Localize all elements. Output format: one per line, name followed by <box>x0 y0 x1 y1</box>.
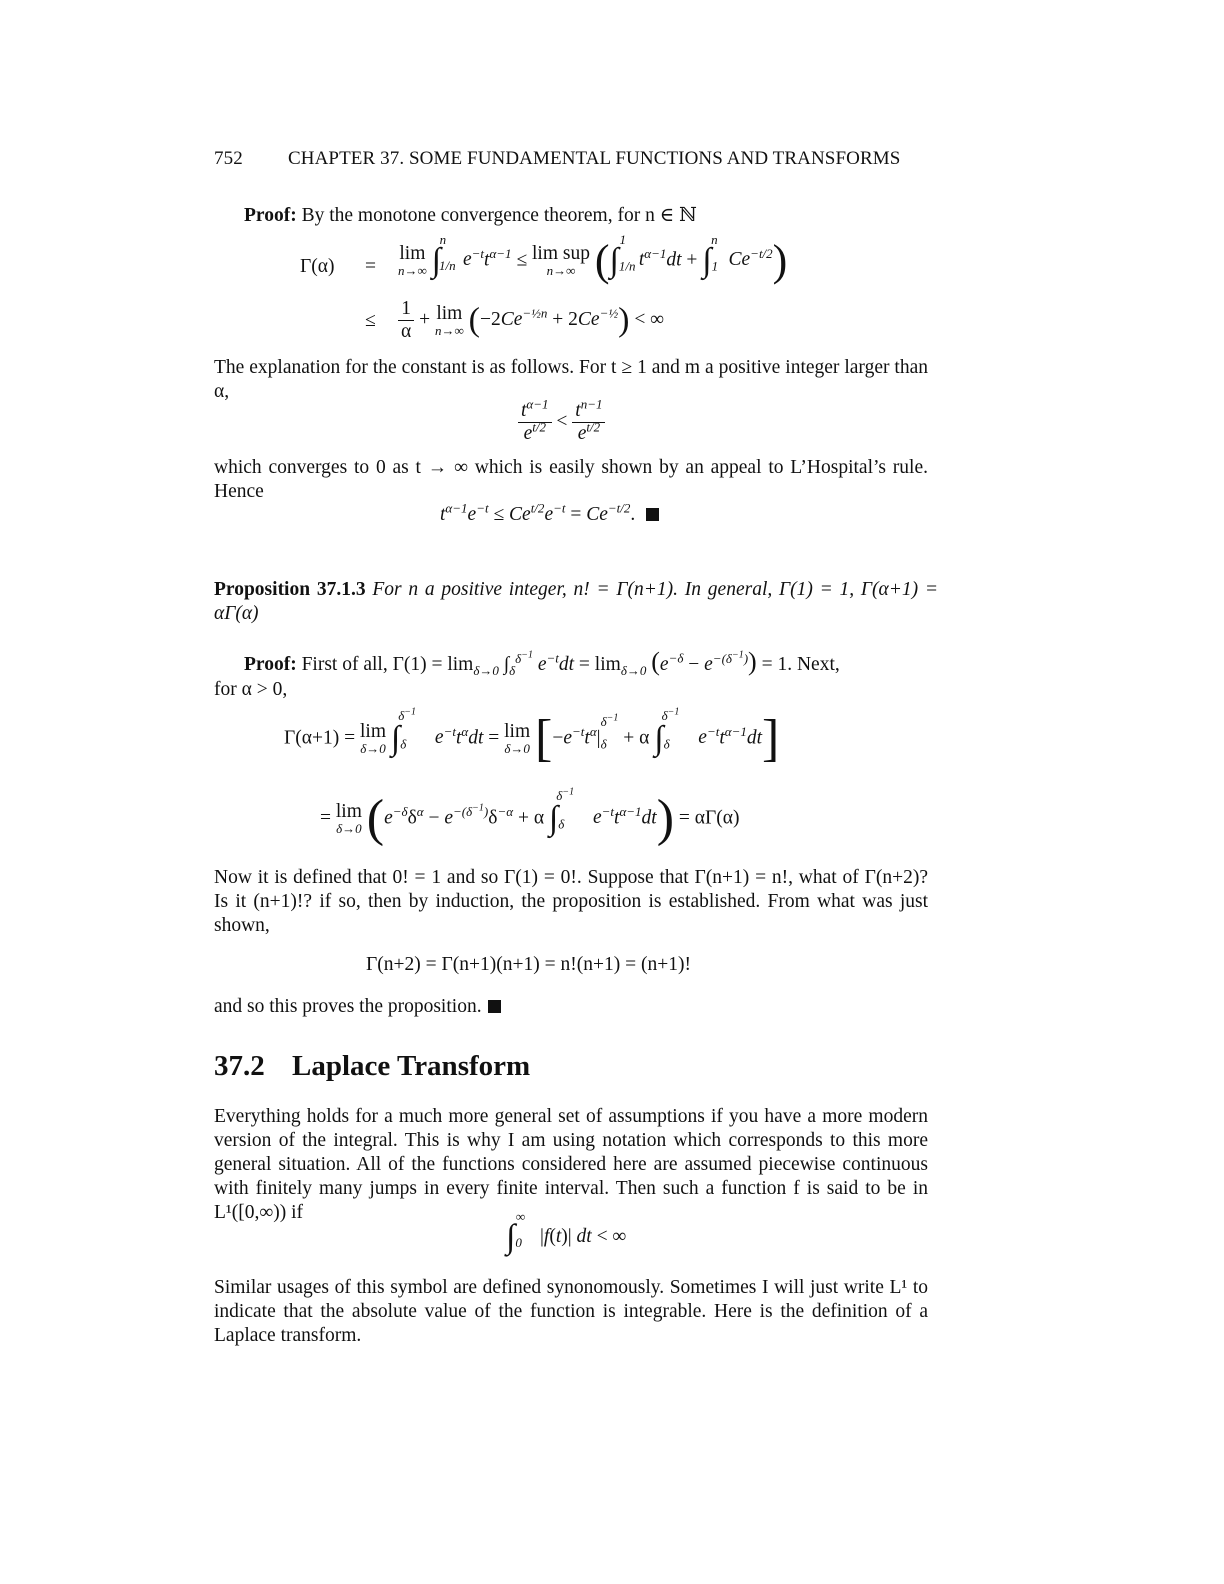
induction-paragraph: Now it is defined that 0! = 1 and so Γ(1) = 0!. Suppose that Γ(n+1) = n!, what of Γ(n+2)? Is it (n+1)!? if so, then by induction, the proposition is established. From what was just shown, <box>214 867 928 936</box>
eq-leq: ≤ <box>365 310 376 331</box>
ratio-inequality: $\frac{t^{\alpha-1}}{e^{t/2}}$ < $\frac{t^{n-1}}{e^{t/2}}$ <box>518 400 605 445</box>
proof1-intro <box>244 204 928 228</box>
gamma-bound-line2: $\frac{1}{\alpha}$ + lim n→∞ $(-2Ce^{-\frac{1}{2}n} + 2Ce^{-\frac{1}{2}})$ < ∞ <box>398 298 664 343</box>
section-paragraph-1: Everything holds for a much more general set of assumptions if you have a more modern version of the integral. This is why I am using notation which corresponds to this more general situation. All of the functions considered here are assumed piecewise continuous with finitely many jumps in every finite interval. Then such a function f is said to be in L¹([0,∞)) if <box>214 1106 928 1223</box>
qed-icon <box>488 1000 501 1013</box>
section-title: Laplace Transform <box>292 1050 531 1082</box>
gamma-lhs: Γ(α) <box>300 256 335 277</box>
l1-integral-condition: $\int_0^\infty$ |f(t)| dt < ∞ <box>506 1208 627 1256</box>
exp-bound: $t^{\alpha-1}e^{-t} \le Ce^{t/2}e^{-t} = Ce^{-t/2}$. <box>440 504 659 526</box>
factorial-equation: Γ(n+2) = Γ(n+1)(n+1) = n!(n+1) = (n+1)! <box>366 954 691 975</box>
proof-label: Proof: <box>244 205 297 226</box>
closing-text: and so this proves the proposition. <box>214 996 482 1017</box>
section-number: 37.2 <box>214 1050 265 1082</box>
proof-label: Proof: <box>244 654 297 675</box>
gamma-recurrence-eq1: Γ(α+1) = lim δ→0 $\int_\delta^{\delta^{-1}}$ $e^{-t}t^\alpha dt$ = lim δ→0 [$-e^{-t}t^\alpha|_\delta^{\delta^{-1}} + \alpha$ $\int_\delta^{\delta^{-1}}$ $e^{-t}t^{\alpha-1}dt$] <box>284 706 780 767</box>
gamma-recurrence-eq2: = lim δ→0 ($e^{-\delta}\delta^\alpha - e^{-(\delta^{-1})}\delta^{-\alpha} + \alpha$ $\int_\delta^{\delta^{-1}}$ $e^{-t}t^{\alpha-1}dt) = \alpha\Gamma(\alpha)$ <box>320 786 740 847</box>
proof2-line2: for α > 0, <box>214 679 288 700</box>
explanation-paragraph: The explanation for the constant is as follows. For t ≥ 1 and m a positive integer larger than α, <box>214 357 928 402</box>
proof2-line1: Proof: First of all, $\Gamma(1) = \lim_{\delta\to 0} \int_\delta^{\delta^{-1}}$ $e^{-t}dt = \lim_{\delta\to 0} (e^{-\delta} - e^{-(\delta^{-1})}) = 1$. Next, <box>244 647 840 678</box>
proposition-label: Proposition 37.1.3 <box>214 579 366 600</box>
eq-equals: = <box>365 256 376 277</box>
chapter-title: CHAPTER 37. SOME FUNDAMENTAL FUNCTIONS AND TRANSFORMS <box>288 148 901 169</box>
lhospital-paragraph: which converges to 0 as t → ∞ which is easily shown by an appeal to L’Hospital’s rule. Hence <box>214 457 928 502</box>
section-paragraph-2: Similar usages of this symbol are defined synonomously. Sometimes I will just write L¹ to indicate that the absolute value of the function is integrable. Here is the definition of a Laplace transform. <box>214 1277 928 1346</box>
qed-icon <box>646 508 659 521</box>
gamma-bound-line1: lim n→∞ $\int_{1/n}^n$ $e^{-t}t^{\alpha-1}$ ≤ lim sup n→∞ ($\int_{1/n}^1$ $t^{\alpha-1}dt + \int_1^n$ $Ce^{-t/2}$) <box>398 231 788 285</box>
section-heading <box>214 1050 530 1083</box>
page-number: 752 <box>214 148 243 169</box>
proof2-closing <box>214 995 928 1019</box>
proof1-text: By the monotone convergence theorem, for n ∈ ℕ <box>301 205 697 226</box>
proposition-37-1-3 <box>214 578 938 626</box>
proposition-statement: For n a positive integer, n! = Γ(n+1). In general, Γ(1) = 1, Γ(α+1) = αΓ(α) <box>214 579 939 624</box>
